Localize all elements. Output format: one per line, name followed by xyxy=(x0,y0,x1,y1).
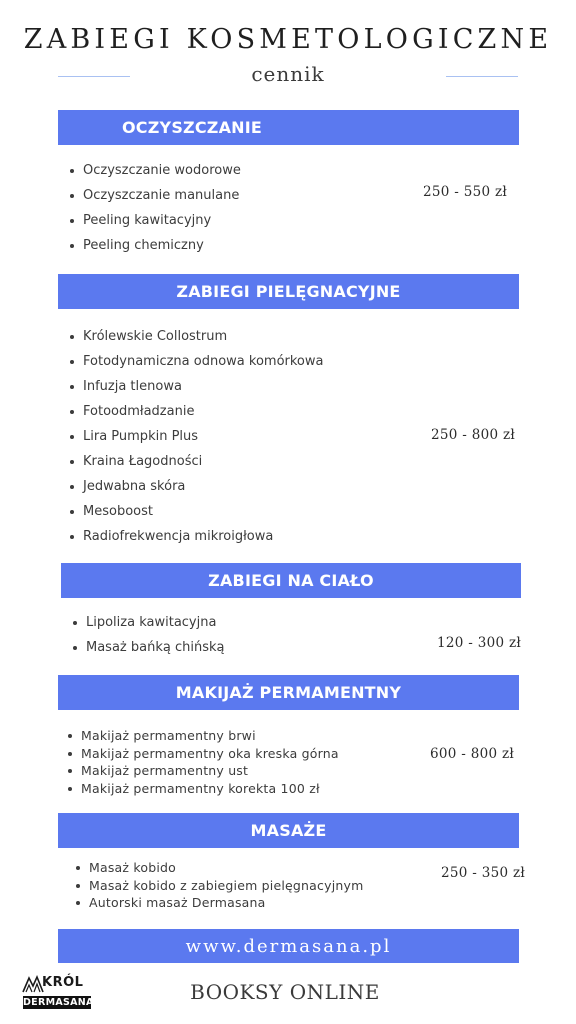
list-item: Makijaż permamentny brwi xyxy=(68,727,339,745)
price-masaze: 250 - 350 zł xyxy=(441,865,526,881)
list-item: Peeling kawitacyjny xyxy=(70,208,241,233)
price-zabiegi-pielegnacyjne: 250 - 800 zł xyxy=(431,427,516,443)
section-heading-zabiegi-pielegnacyjne: ZABIEGI PIELĘGNACYJNE xyxy=(58,274,519,309)
section-list-zabiegi-na-cialo xyxy=(73,610,224,660)
list-item: Makijaż permamentny ust xyxy=(68,762,339,780)
list-item: Autorski masaż Dermasana xyxy=(76,894,363,912)
crown-mountain-logo-icon xyxy=(22,974,44,994)
brand-logo xyxy=(22,974,94,1012)
list-item: Radiofrekwencja mikroigłowa xyxy=(70,524,323,549)
price-zabiegi-na-cialo: 120 - 300 zł xyxy=(437,635,522,651)
list-item: Kraina Łagodności xyxy=(70,449,323,474)
list-item: Infuzja tlenowa xyxy=(70,374,323,399)
price-oczyszczanie: 250 - 550 zł xyxy=(423,184,508,200)
list-item: Lira Pumpkin Plus xyxy=(70,424,323,449)
section-heading-zabiegi-na-cialo: ZABIEGI NA CIAŁO xyxy=(61,563,521,598)
list-item: Makijaż permamentny oka kreska górna xyxy=(68,745,339,763)
logo-word-dermasana: DERMASANA xyxy=(23,997,94,1008)
list-item: Jedwabna skóra xyxy=(70,474,323,499)
page-subtitle: cennik xyxy=(251,62,325,86)
list-item: Masaż bańką chińską xyxy=(73,635,224,660)
list-item: Fotoodmładzanie xyxy=(70,399,323,424)
section-list-oczyszczanie xyxy=(70,158,241,258)
section-heading-makijaz-permamentny: MAKIJAŻ PERMAMENTNY xyxy=(58,675,519,710)
section-list-masaze xyxy=(76,859,363,912)
page-title: ZABIEGI KOSMETOLOGICZNE xyxy=(23,24,553,55)
section-list-zabiegi-pielegnacyjne xyxy=(70,324,323,549)
list-item: Oczyszczanie manulane xyxy=(70,183,241,208)
list-item: Fotodynamiczna odnowa komórkowa xyxy=(70,349,323,374)
list-item: Masaż kobido z zabiegiem pielęgnacyjnym xyxy=(76,877,363,895)
section-heading-masaze: MASAŻE xyxy=(58,813,519,848)
logo-word-krol: KRÓL xyxy=(42,975,84,990)
title-rule-right xyxy=(446,76,518,77)
list-item: Lipoliza kawitacyjna xyxy=(73,610,224,635)
list-item: Masaż kobido xyxy=(76,859,363,877)
section-list-makijaz-permamentny xyxy=(68,727,339,797)
list-item: Peeling chemiczny xyxy=(70,233,241,258)
booksy-online-link[interactable]: BOOKSY ONLINE xyxy=(190,980,380,1004)
section-heading-oczyszczanie: OCZYSZCZANIE xyxy=(58,110,519,145)
list-item: Mesoboost xyxy=(70,499,323,524)
price-makijaz-permamentny: 600 - 800 zł xyxy=(430,746,515,762)
website-link[interactable]: www.dermasana.pl xyxy=(58,929,519,963)
list-item: Oczyszczanie wodorowe xyxy=(70,158,241,183)
list-item: Królewskie Collostrum xyxy=(70,324,323,349)
list-item: Makijaż permamentny korekta 100 zł xyxy=(68,780,339,798)
